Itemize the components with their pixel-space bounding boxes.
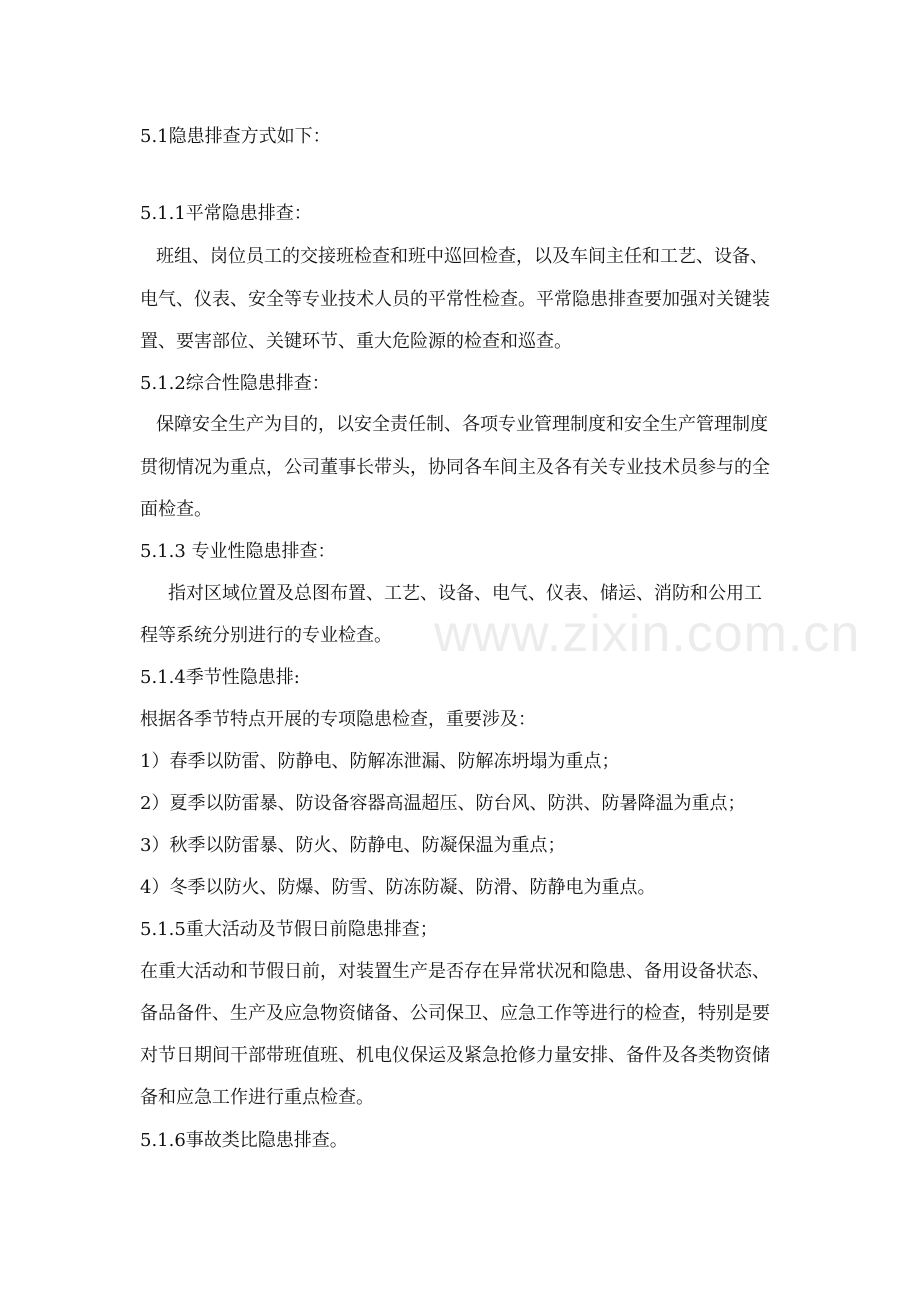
paragraph-line: 程等系统分别进行的专业检查。 <box>140 625 392 646</box>
list-item: 1）春季以防雷、防静电、防解冻泄漏、防解冻坍塌为重点； <box>140 751 620 772</box>
paragraph-line: 置、要害部位、关键环节、重大危险源的检查和巡查。 <box>140 331 572 352</box>
paragraph-line: 对节日期间干部带班值班、机电仪保运及紧急抢修力量安排、备件及各类物资储 <box>140 1045 770 1066</box>
list-item: 3）秋季以防雷暴、防火、防静电、防凝保温为重点； <box>140 835 566 856</box>
paragraph-line: 备品备件、生产及应急物资储备、公司保卫、应急工作等进行的检查，特别是要 <box>140 1003 770 1024</box>
paragraph-line: 电气、仪表、安全等专业技术人员的平常性检查。平常隐患排查要加强对关键装 <box>140 289 770 310</box>
subsection-heading: 5.1.5重大活动及节假日前隐患排查； <box>140 919 438 940</box>
subsection-heading: 5.1.2综合性隐患排查： <box>140 373 330 394</box>
watermark-text: www.zixin.com.cn <box>434 605 861 663</box>
subsection-heading: 5.1.4季节性隐患排: <box>140 667 300 688</box>
subsection-heading: 5.1.1平常隐患排查： <box>140 203 312 224</box>
subsection-heading: 5.1.3 专业性隐患排查： <box>140 541 336 562</box>
paragraph-line: 备和应急工作进行重点检查。 <box>140 1087 374 1108</box>
paragraph-line: 指对区域位置及总图布置、工艺、设备、电气、仪表、储运、消防和公用工 <box>168 583 762 604</box>
paragraph-line: 面检查。 <box>140 499 212 520</box>
paragraph-line: 根据各季节特点开展的专项隐患检查，重要涉及： <box>140 709 536 730</box>
subsection-heading: 5.1.6事故类比隐患排查。 <box>140 1130 348 1151</box>
paragraph-line: 班组、岗位员工的交接班检查和班中巡回检查，以及车间主任和工艺、设备、 <box>156 246 768 267</box>
section-heading: 5.1隐患排查方式如下： <box>140 126 331 147</box>
list-item: 4）冬季以防火、防爆、防雪、防冻防凝、防滑、防静电为重点。 <box>140 877 656 898</box>
list-item: 2）夏季以防雷暴、防设备容器高温超压、防台风、防洪、防暑降温为重点； <box>140 793 746 814</box>
paragraph-line: 在重大活动和节假日前，对装置生产是否存在异常状况和隐患、备用设备状态、 <box>140 961 770 982</box>
paragraph-line: 保障安全生产为目的，以安全责任制、各项专业管理制度和安全生产管理制度 <box>156 414 768 435</box>
paragraph-line: 贯彻情况为重点，公司董事长带头，协同各车间主及各有关专业技术员参与的全 <box>140 457 770 478</box>
